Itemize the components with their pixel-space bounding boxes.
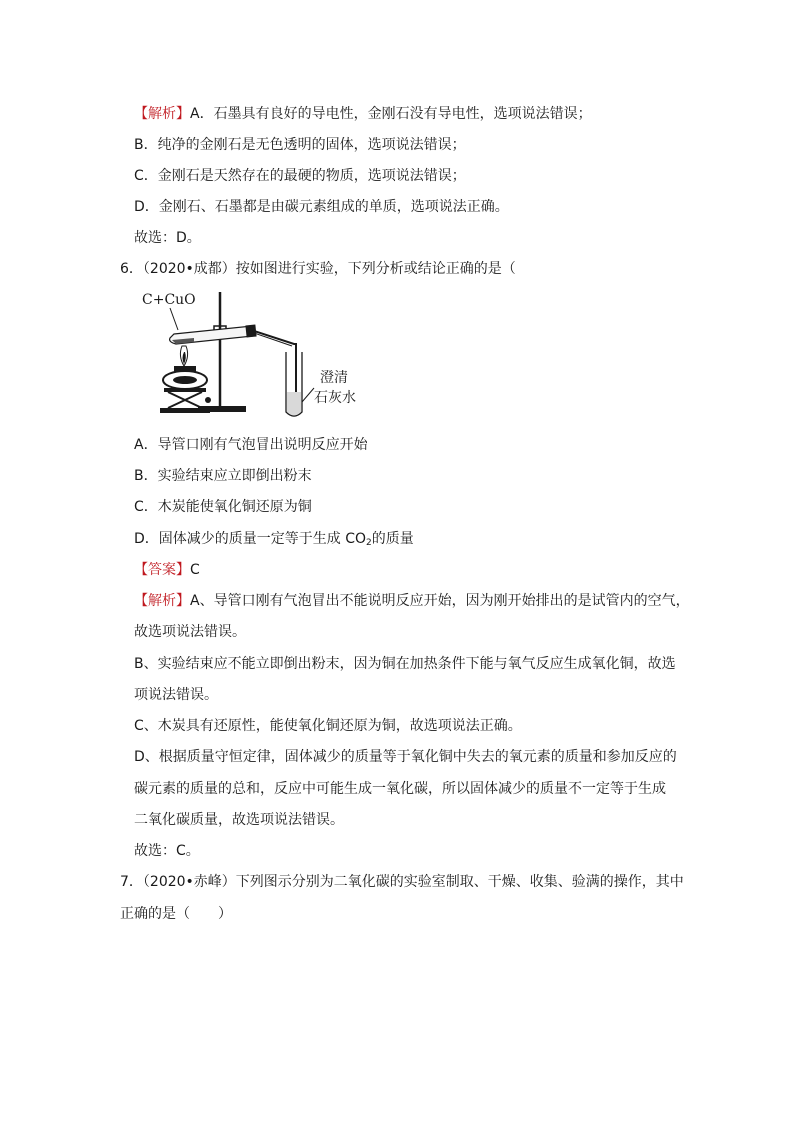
q6-option-a: A．导管口刚有气泡冒出说明反应开始 bbox=[134, 437, 368, 453]
q6-analysis-b-1: B、实验结束应不能立即倒出粉末，因为铜在加热条件下能与氧气反应生成氧化铜，故选 bbox=[134, 656, 676, 672]
q6-choice: 故选：C。 bbox=[134, 843, 200, 859]
analysis-tag: 【解析】 bbox=[134, 593, 190, 609]
jack-base bbox=[160, 408, 210, 413]
answer-tag: 【答案】 bbox=[134, 562, 190, 578]
q6-analysis-a-2: 故选项说法错误。 bbox=[134, 624, 246, 640]
q7-stem-1: 7．（2020•赤峰）下列图示分别为二氧化碳的实验室制取、干燥、收集、验满的操作，其中 bbox=[120, 874, 684, 890]
solution-label-2: 石灰水 bbox=[314, 390, 356, 406]
q5-analysis-a: A．石墨具有良好的导电性，金刚石没有导电性，选项说法错误； bbox=[190, 106, 592, 122]
q5-analysis bbox=[134, 104, 592, 124]
q6-analysis-d-3: 二氧化碳质量，故选项说法错误。 bbox=[134, 812, 344, 828]
answer-value: C bbox=[190, 562, 200, 578]
solution-label-1: 澄清 bbox=[320, 370, 348, 386]
q6-option-b: B．实验结束应立即倒出粉末 bbox=[134, 468, 312, 484]
jack-scissor bbox=[168, 392, 202, 408]
analysis-tag: 【解析】 bbox=[134, 106, 190, 122]
q6-option-c: C．木炭能使氧化铜还原为铜 bbox=[134, 499, 312, 515]
q6-answer bbox=[134, 560, 200, 580]
q6-analysis-d-2: 碳元素的质量的总和，反应中可能生成一氧化碳，所以固体减少的质量不一定等于生成 bbox=[134, 781, 666, 797]
q6-analysis-d-1: D、根据质量守恒定律，固体减少的质量等于氧化铜中失去的氧元素的质量和参加反应的 bbox=[134, 749, 677, 765]
q6-analysis-c: C、木炭具有还原性，能使氧化铜还原为铜，故选项说法正确。 bbox=[134, 718, 522, 734]
subscript-2: 2 bbox=[366, 538, 372, 548]
experiment-figure bbox=[134, 284, 374, 422]
q6-option-d-suffix: 的质量 bbox=[371, 531, 414, 547]
q6-option-d bbox=[134, 529, 414, 549]
q5-analysis-c: C．金刚石是天然存在的最硬的物质，选项说法错误； bbox=[134, 168, 466, 184]
reagent-label: C+CuO bbox=[142, 292, 196, 308]
apparatus-diagram bbox=[134, 284, 374, 422]
jack-top bbox=[164, 388, 206, 392]
q5-analysis-d: D．金刚石、石墨都是由碳元素组成的单质，选项说法正确。 bbox=[134, 199, 509, 215]
q6-analysis-a-1: 【解析】A、导管口刚有气泡冒出不能说明反应开始，因为刚开始排出的是试管内的空气， bbox=[134, 593, 690, 609]
q6-analysis-b-2: 项说法错误。 bbox=[134, 687, 218, 703]
q6-option-d-text: D．固体减少的质量一定等于生成 CO bbox=[134, 531, 367, 547]
limewater bbox=[287, 392, 301, 416]
q7-stem-2: 正确的是（ ） bbox=[120, 906, 232, 922]
reagent-pointer bbox=[170, 308, 178, 330]
q6-stem: 6．（2020•成都）按如图进行实验，下列分析或结论正确的是（ bbox=[120, 261, 516, 277]
q5-choice: 故选：D。 bbox=[134, 230, 201, 246]
q5-analysis-b: B．纯净的金刚石是无色透明的固体，选项说法错误； bbox=[134, 137, 466, 153]
